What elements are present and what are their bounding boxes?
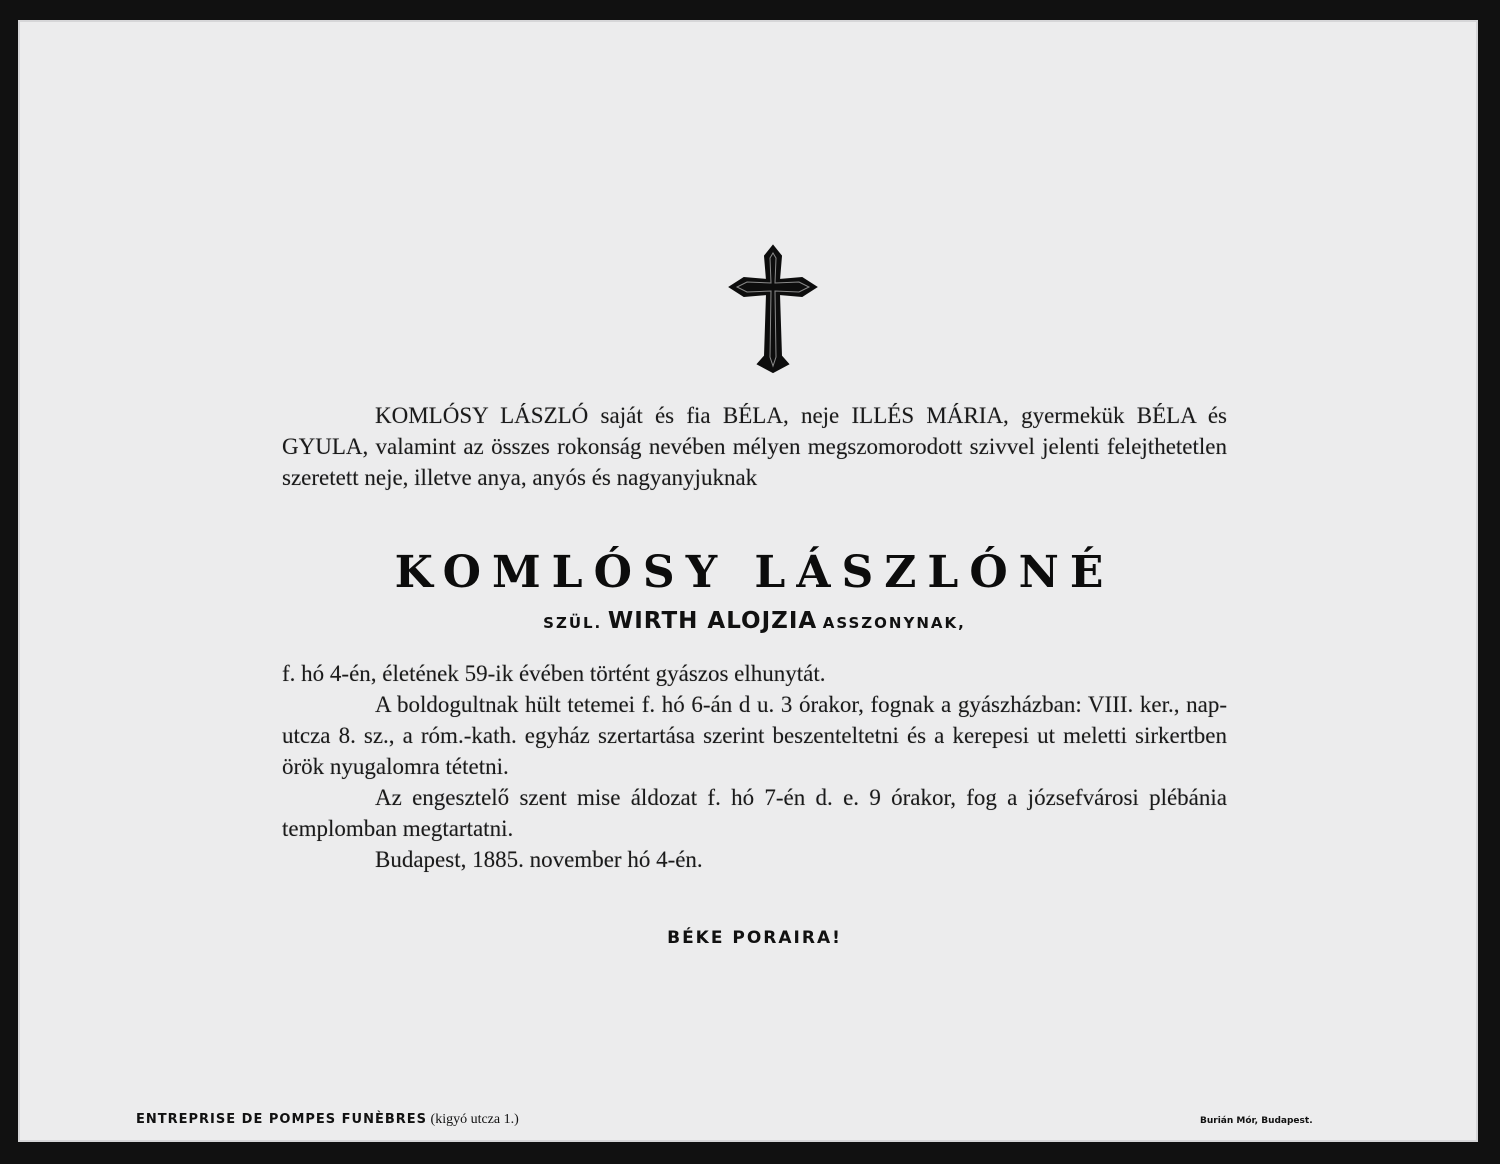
undertaker-name: ENTREPRISE DE POMPES FUNÈBRES [136, 1112, 428, 1127]
undertaker-imprint [136, 1112, 519, 1128]
deceased-name: KOMLÓSY LÁSZLÓNÉ [394, 547, 1115, 598]
death-notice: f. hó 4-én, életének 59-ik évében történt gyászos elhunytát. [282, 661, 826, 686]
born-prefix: SZÜL. [543, 614, 603, 632]
date-line: Budapest, 1885. november hó 4-én. [375, 847, 703, 872]
latin-cross-icon [724, 244, 822, 374]
funeral-arrangements: A boldogultnak hült tetemei f. hó 6-án d u. 3 órakor, fognak a gyászházban: VIII. ker., nap-utcza 8. sz., a róm.-kath. egyház szertartása szerint beszenteltetni és a kerepesi ut meletti sirkertben örök nyugalomra tétetni. [282, 692, 1227, 779]
closing-blessing: BÉKE PORAIRA! [667, 928, 842, 948]
obituary-card [18, 20, 1478, 1142]
printer-imprint: Burián Mór, Budapest. [1200, 1116, 1313, 1126]
maiden-name: WIRTH ALOJZIA [607, 608, 818, 634]
undertaker-address: (kigyó utcza 1.) [430, 1112, 519, 1127]
born-suffix: ASSZONYNAK, [822, 614, 966, 632]
funeral-details [282, 658, 1227, 875]
maiden-name-line [282, 608, 1227, 634]
intro-paragraph: KOMLÓSY LÁSZLÓ saját és fia BÉLA, neje ILLÉS MÁRIA, gyermekük BÉLA és GYULA, valamint az összes rokonság nevében mélyen megszomorodott szivvel jelenti felejthetetlen szeretett neje, illetve anya, anyós és nagyanyjuknak [282, 403, 1227, 490]
mass-notice: Az engesztelő szent mise áldozat f. hó 7-én d. e. 9 órakor, fog a józsefvárosi plébánia templomban megtartatni. [282, 785, 1227, 841]
